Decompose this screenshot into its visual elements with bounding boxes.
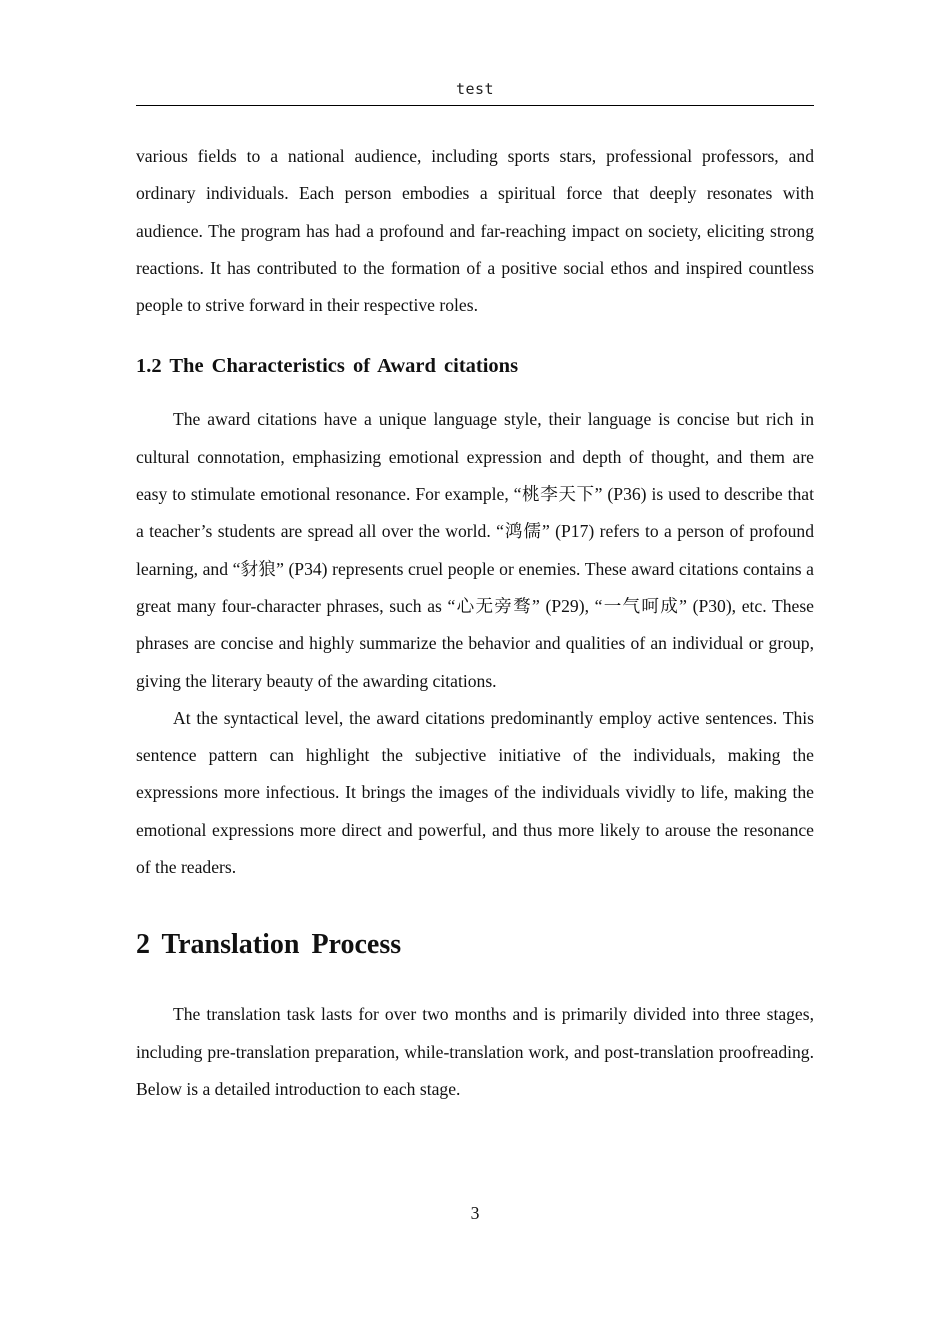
chapter-heading-2: 2 Translation Process <box>136 929 402 961</box>
paragraph-language-style: The award citations have a unique language style, their language is concise but rich in cultural connotation, emphasizing emotional expression and depth of thought, and them are easy to stimulate emotional resonance. For example, “桃李天下” (P36) is used to describe that a teacher’s students are spread all over the world. “鸿儒” (P17) refers to a person of profound learning, and “豺狼” (P34) represents cruel people or enemies. These award citations contains a great many four-character phrases, such as “心无旁骛” (P29), “一气呵成” (P30), etc. These phrases are concise and highly summarize the behavior and qualities of an individual or group, giving the literary beauty of the awarding citations. <box>136 409 814 691</box>
paragraph-continued: various fields to a national audience, including sports stars, professional professors, and ordinary individuals. Each person embodies a spiritual force that deeply resonates with audience. The program has had a profound and far-reaching impact on society, eliciting strong reactions. It has contributed to the formation of a positive social ethos and inspired countless people to strive forward in their respective roles. <box>136 146 814 316</box>
page-number: 3 <box>470 1203 480 1223</box>
paragraph-syntactical-level: At the syntactical level, the award citations predominantly employ active sentences. This sentence pattern can highlight the subjective initiative of the individuals, making the expressions more infectious. It brings the images of the individuals vividly to life, making the emotional expressions more direct and powerful, and thus more likely to arouse the resonance of the readers. <box>136 707 814 878</box>
running-header: test <box>455 80 495 98</box>
section-heading-1-2: 1.2 The Characteristics of Award citations <box>136 355 519 378</box>
header-rule <box>136 105 814 106</box>
paragraph-translation-task: The translation task lasts for over two months and is primarily divided into three stages, including pre-translation preparation, while-translation work, and post-translation proofreading. Below is a detailed introduction to each stage. <box>136 1004 814 1099</box>
page-body <box>136 138 814 1108</box>
